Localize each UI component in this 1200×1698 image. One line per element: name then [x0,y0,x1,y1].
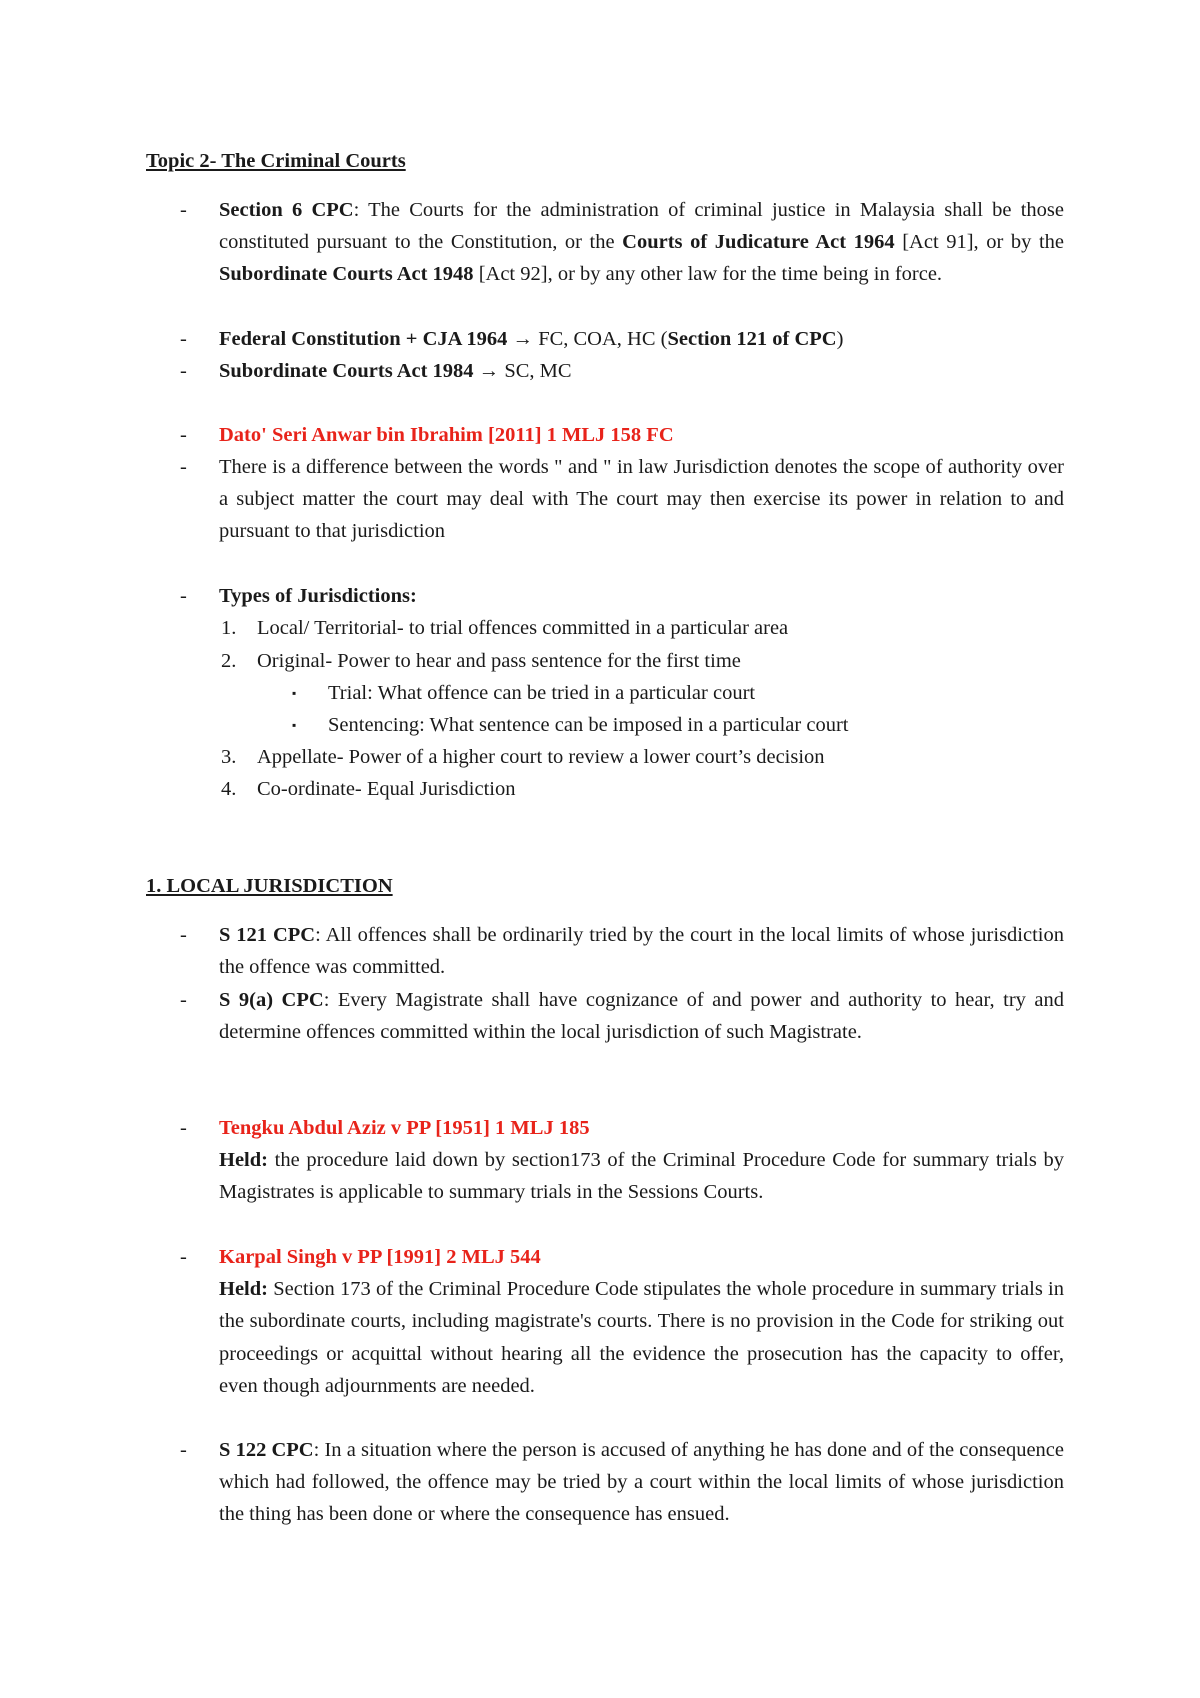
arrow-right-icon: → [478,360,500,382]
anwar-text: There is a difference between the words " and " in law Jurisdiction denotes the scope of authority over a subject matter the court may deal with The court may then exercise its power in relation to and pursuant to that jurisdiction [219,456,1064,543]
s122-text: S 122 CPC: In a situation where the person is accused of anything he has done and of the consequence which had followed, the offence may be tried by a court within the local limits of whose jurisdiction the thing has been done or where the consequence has ensued. [219,1439,1064,1526]
arrow-right-icon: → [512,328,534,350]
dash-bullet: - [180,456,187,478]
dash-bullet: - [180,989,187,1011]
karpal-held-text: Held: Section 173 of the Criminal Procedure Code stipulates the whole procedure in summary trials in the subordinate courts, including magistrate's courts. There is no provision in the Code for striking out proceedings or acquittal without hearing all the evidence the prosecution has the capacity to offer, even though adjournments are needed. [219,1278,1064,1397]
s121-text: S 121 CPC: All offences shall be ordinarily tried by the court in the local limits of whose jurisdiction the offence was committed. [219,924,1064,979]
square-bullet-icon: ▪ [292,686,297,700]
tengku-held-text: Held: the procedure laid down by section173 of the Criminal Procedure Code for summary trials by Magistrates is applicable to summary trials in the Sessions Courts. [219,1149,1064,1204]
dash-bullet: - [180,1117,187,1139]
types-label: Types of Jurisdictions: [219,585,417,607]
dash-bullet: - [180,360,187,382]
dash-bullet: - [180,585,187,607]
section-heading: 1. LOCAL JURISDICTION [146,875,393,897]
s9a-text: S 9(a) CPC: Every Magistrate shall have cognizance of and power and authority to hear, try and determine offences committed within the local jurisdiction of such Magistrate. [219,989,1064,1044]
document-page: Topic 2- The Criminal Courts - Section 6 CPC: The Courts for the administration of criminal justice in Malaysia shall be those constituted pursuant to the Constitution, or the Courts of Judicature Act 1964 [Act 91], or by the Subordinate Courts Act 1948 [Act 92], or by any other law for the time being in force. - Federal Constitution + CJA 1964 → FC, COA, HC (Section 121 of CPC) - Subordinate Courts Act 1984 → SC, MC - Dato' Seri Anwar bin Ibrahim [2011] 1 MLJ 158 FC - There is a difference between the words " and " in law Jurisdiction denotes the scope of authority over a subject matter the court may deal with The court may then exercise its power in relation to and pursuant to that jurisdiction - Types of Jurisdictions: 1. Local/ Territorial- to trial offences committed in a particular area 2. Original- Power to hear and pass sentence for the first time ▪ Trial: What offence can be tried in a particular court ▪ Sentencing: What sentence can be imposed in a particular court 3. Appellate- Power of a higher court to review a lower court’s decision 4. Co-ordinate- Equal Jurisdiction 1. LOCAL JURISDICTION - S 121 CPC: All offences shall be ordinarily tried by the court in the local limits of whose jurisdiction the offence was committed. - S 9(a) CPC: Every Magistrate shall have cognizance of and power and authority to hear, try and determine offences committed within the local jurisdiction of such Magistrate. - Tengku Abdul Aziz v PP [1951] 1 MLJ 185 Held: the procedure laid down by section173 of the Criminal Procedure Code for summary trials by Magistrates is applicable to summary trials in the Sessions Courts. - Karpal Singh v PP [1991] 2 MLJ 544 Held: Section 173 of the Criminal Procedure Code stipulates the whole procedure in summary trials in the subordinate courts, including magistrate's courts. There is no provision in the Code for striking out proceedings or acquittal without hearing all the evidence the prosecution has the capacity to offer, even though adjournments are needed. - S 122 CPC: In a situation where the person is accused of anything he has done and of the consequence which had followed, the offence may be tried by a court within the local limits of whose jurisdiction the thing has been done or where the consequence has ensued. [0,0,1200,1698]
federal-constitution-text: Federal Constitution + CJA 1964 → FC, COA, HC (Section 121 of CPC) [219,328,844,350]
dash-bullet: - [180,328,187,350]
section-6-text: Section 6 CPC: The Courts for the administration of criminal justice in Malaysia shall be those constituted pursuant to the Constitution, or the Courts of Judicature Act 1964 [Act 91], or by the Subordinate Courts Act 1948 [Act 92], or by any other law for the time being in force. [219,199,1065,286]
case-citation: Dato' Seri Anwar bin Ibrahim [2011] 1 MLJ 158 FC [219,424,674,446]
page-title: Topic 2- The Criminal Courts [146,150,406,172]
subordinate-courts-text: Subordinate Courts Act 1984 → SC, MC [219,360,572,382]
dash-bullet: - [180,1246,187,1268]
square-bullet-icon: ▪ [292,718,297,732]
dash-bullet: - [180,199,187,221]
case-citation: Tengku Abdul Aziz v PP [1951] 1 MLJ 185 [219,1117,590,1139]
case-citation: Karpal Singh v PP [1991] 2 MLJ 544 [219,1246,541,1268]
dash-bullet: - [180,924,187,946]
dash-bullet: - [180,1439,187,1461]
dash-bullet: - [180,424,187,446]
